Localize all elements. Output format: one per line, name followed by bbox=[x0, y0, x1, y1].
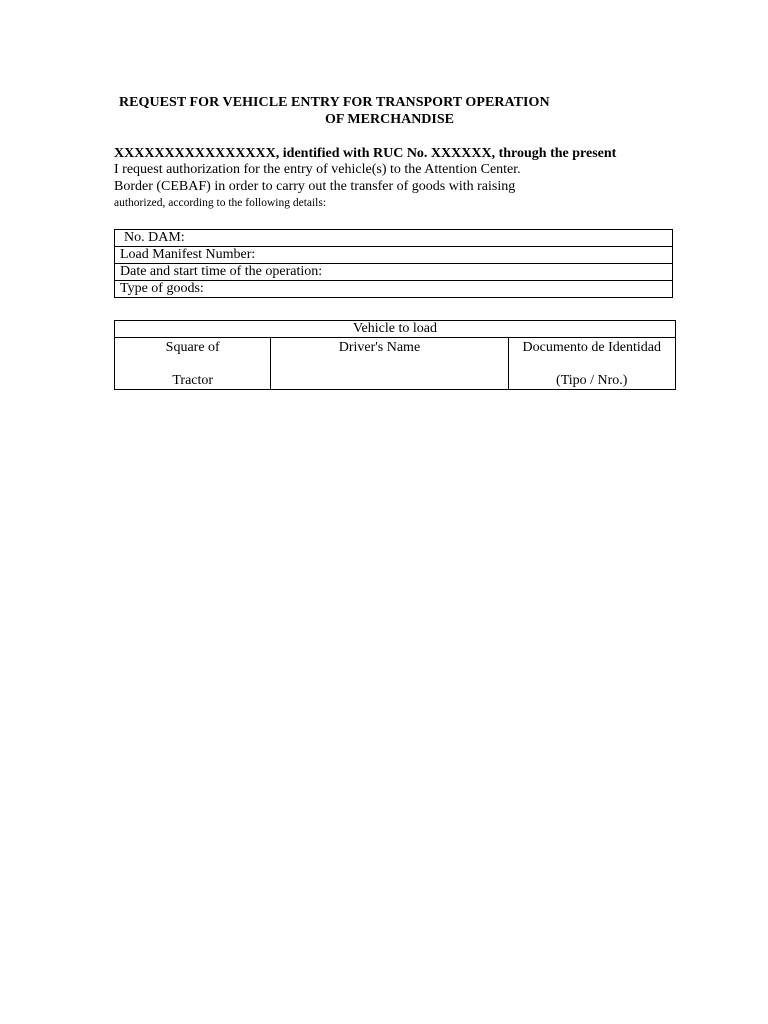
tractor-plate-label-bottom: Tractor bbox=[172, 373, 214, 388]
identity-document-cell[interactable] bbox=[508, 338, 676, 390]
document-title-line-2: OF MERCHANDISE bbox=[325, 112, 454, 127]
identity-document-label-bottom: (Tipo / Nro.) bbox=[556, 373, 628, 388]
load-manifest-number-field[interactable]: Load Manifest Number: bbox=[115, 247, 673, 264]
table-row bbox=[115, 230, 673, 247]
table-row bbox=[115, 264, 673, 281]
identity-document-label-top: Documento de Identidad bbox=[522, 340, 661, 355]
tractor-plate-cell[interactable] bbox=[115, 338, 271, 390]
intro-details-line: authorized, according to the following details: bbox=[114, 197, 327, 209]
intro-request-line: I request authorization for the entry of vehicle(s) to the Attention Center. bbox=[114, 162, 521, 177]
driver-name-cell[interactable] bbox=[271, 338, 508, 390]
table-row bbox=[115, 338, 676, 390]
table-header-row bbox=[115, 321, 676, 338]
tractor-plate-label-top: Square of bbox=[165, 340, 220, 355]
table-row bbox=[115, 247, 673, 264]
type-of-goods-field[interactable]: Type of goods: bbox=[115, 281, 673, 298]
document-title-line-1: REQUEST FOR VEHICLE ENTRY FOR TRANSPORT OPERATION bbox=[119, 95, 550, 110]
intro-border-line: Border (CEBAF) in order to carry out the transfer of goods with raising bbox=[114, 179, 516, 194]
driver-name-label: Driver's Name bbox=[338, 340, 421, 355]
operation-details-table bbox=[114, 229, 673, 298]
vehicle-to-load-table bbox=[114, 320, 676, 390]
vehicle-table-header: Vehicle to load bbox=[115, 321, 676, 338]
dam-number-field[interactable]: No. DAM: bbox=[115, 230, 673, 247]
intro-applicant-line: XXXXXXXXXXXXXXXX, identified with RUC No. XXXXXX, through the present bbox=[114, 146, 617, 161]
table-row bbox=[115, 281, 673, 298]
operation-start-date-field[interactable]: Date and start time of the operation: bbox=[115, 264, 673, 281]
